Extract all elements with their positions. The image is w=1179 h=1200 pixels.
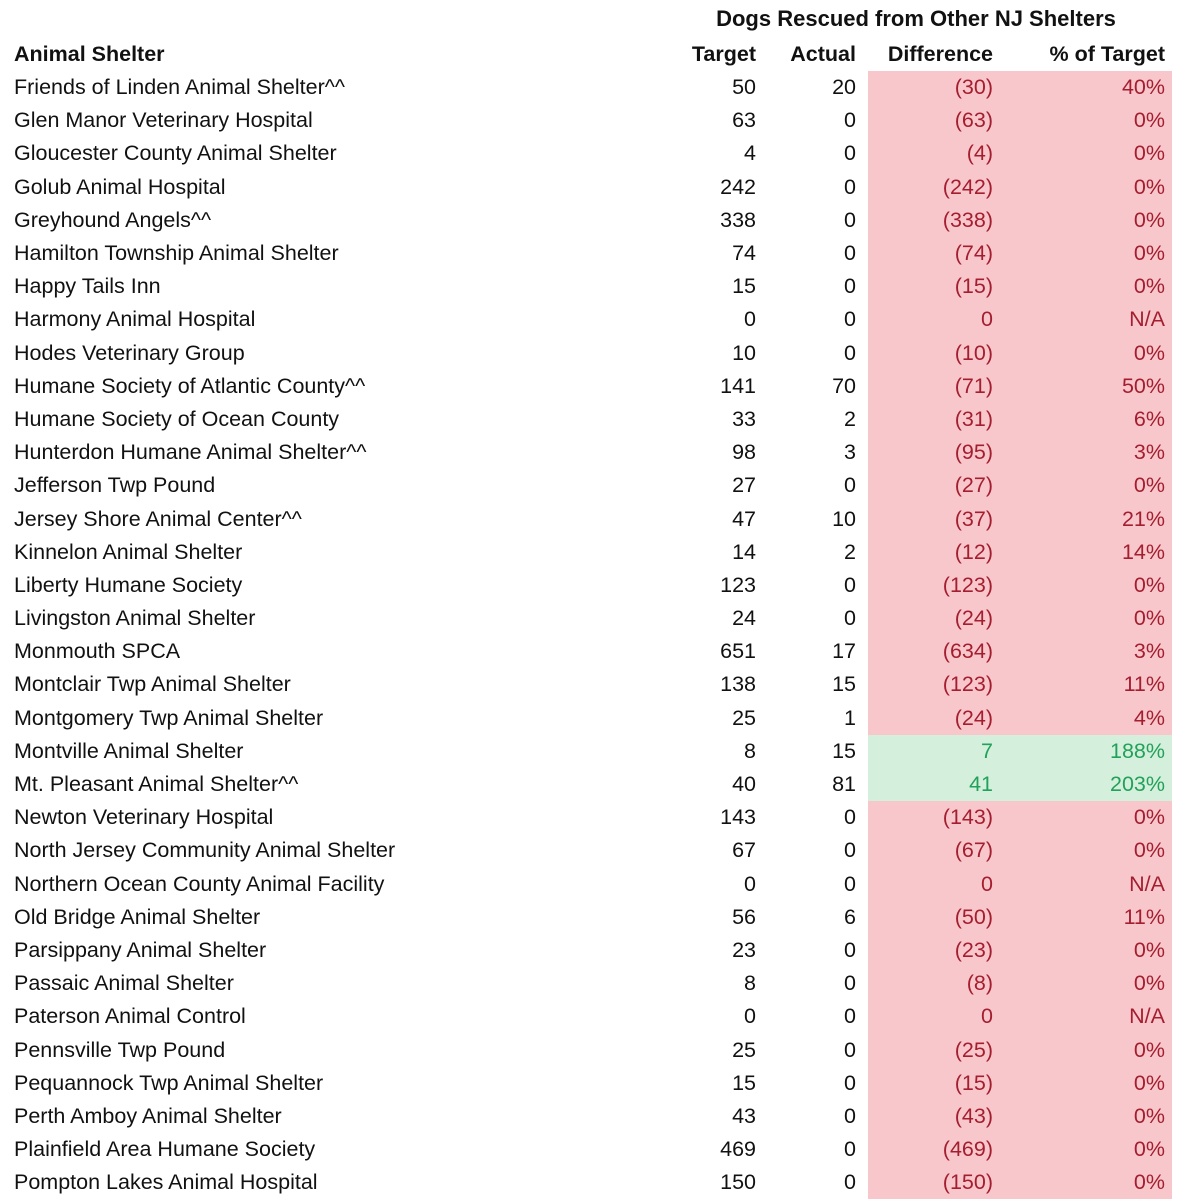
actual-cell: 0 xyxy=(844,174,856,199)
pct-of-target-cell: 0% xyxy=(1010,469,1172,502)
pct-of-target-cell: 0% xyxy=(1010,602,1172,635)
actual-cell: 15 xyxy=(832,738,856,763)
table-row xyxy=(0,502,1179,535)
actual-cell: 0 xyxy=(844,971,856,996)
table-row xyxy=(0,536,1179,569)
actual-cell: 17 xyxy=(832,639,856,664)
shelter-name-cell: Hamilton Township Animal Shelter xyxy=(14,241,339,266)
pct-of-target-cell: 40% xyxy=(1010,71,1172,104)
actual-cell: 0 xyxy=(844,1170,856,1195)
pct-of-target-cell: 0% xyxy=(1010,337,1172,370)
actual-cell: 3 xyxy=(844,440,856,465)
target-cell: 15 xyxy=(732,1070,756,1095)
difference-cell: 41 xyxy=(868,768,1010,801)
target-cell: 143 xyxy=(720,805,756,830)
target-cell: 141 xyxy=(720,373,756,398)
table-row xyxy=(0,303,1179,336)
shelter-name-cell: Montgomery Twp Animal Shelter xyxy=(14,705,324,730)
col-header-animal-shelter: Animal Shelter xyxy=(14,41,165,66)
table-row xyxy=(0,635,1179,668)
actual-cell: 0 xyxy=(844,838,856,863)
pct-of-target-cell: 0% xyxy=(1010,967,1172,1000)
target-cell: 25 xyxy=(732,705,756,730)
target-cell: 24 xyxy=(732,606,756,631)
target-cell: 67 xyxy=(732,838,756,863)
table-row xyxy=(0,270,1179,303)
actual-cell: 2 xyxy=(844,406,856,431)
target-cell: 242 xyxy=(720,174,756,199)
actual-cell: 70 xyxy=(832,373,856,398)
target-cell: 15 xyxy=(732,274,756,299)
target-cell: 0 xyxy=(744,307,756,332)
shelter-name-cell: Kinnelon Animal Shelter xyxy=(14,539,243,564)
col-header-actual: Actual xyxy=(790,41,856,66)
actual-cell: 20 xyxy=(832,75,856,100)
actual-cell: 0 xyxy=(844,1103,856,1128)
difference-cell: (30) xyxy=(868,71,1010,104)
pct-of-target-cell: 50% xyxy=(1010,370,1172,403)
target-cell: 469 xyxy=(720,1137,756,1162)
target-cell: 40 xyxy=(732,772,756,797)
shelter-name-cell: Paterson Animal Control xyxy=(14,1004,246,1029)
shelter-name-cell: Livingston Animal Shelter xyxy=(14,606,256,631)
pct-of-target-cell: N/A xyxy=(1010,1000,1172,1033)
pct-of-target-cell: 0% xyxy=(1010,137,1172,170)
actual-cell: 0 xyxy=(844,207,856,232)
difference-cell: (37) xyxy=(868,502,1010,535)
actual-cell: 0 xyxy=(844,937,856,962)
target-cell: 123 xyxy=(720,572,756,597)
table-row xyxy=(0,934,1179,967)
target-cell: 14 xyxy=(732,539,756,564)
table-row xyxy=(0,1166,1179,1199)
actual-cell: 0 xyxy=(844,805,856,830)
actual-cell: 0 xyxy=(844,340,856,365)
target-cell: 27 xyxy=(732,473,756,498)
actual-cell: 6 xyxy=(844,904,856,929)
actual-cell: 0 xyxy=(844,473,856,498)
target-cell: 74 xyxy=(732,241,756,266)
actual-cell: 0 xyxy=(844,274,856,299)
pct-of-target-cell: 0% xyxy=(1010,270,1172,303)
pct-of-target-cell: 6% xyxy=(1010,403,1172,436)
target-cell: 150 xyxy=(720,1170,756,1195)
shelter-name-cell: Old Bridge Animal Shelter xyxy=(14,904,261,929)
shelter-name-cell: Passaic Animal Shelter xyxy=(14,971,234,996)
pct-of-target-cell: 3% xyxy=(1010,635,1172,668)
pct-of-target-cell: 11% xyxy=(1010,668,1172,701)
col-header-target: Target xyxy=(691,41,756,66)
shelter-name-cell: Perth Amboy Animal Shelter xyxy=(14,1103,282,1128)
shelter-name-cell: Happy Tails Inn xyxy=(14,274,161,299)
pct-of-target-cell: 0% xyxy=(1010,801,1172,834)
pct-of-target-cell: 0% xyxy=(1010,934,1172,967)
target-cell: 0 xyxy=(744,871,756,896)
table-row xyxy=(0,204,1179,237)
actual-cell: 81 xyxy=(832,772,856,797)
shelter-name-cell: Newton Veterinary Hospital xyxy=(14,805,274,830)
shelter-name-cell: Parsippany Animal Shelter xyxy=(14,937,267,962)
target-cell: 4 xyxy=(744,141,756,166)
difference-cell: (143) xyxy=(868,801,1010,834)
actual-cell: 0 xyxy=(844,1137,856,1162)
column-header-row xyxy=(0,37,1179,71)
table-row xyxy=(0,1133,1179,1166)
pct-of-target-cell: N/A xyxy=(1010,868,1172,901)
target-cell: 43 xyxy=(732,1103,756,1128)
table-row xyxy=(0,71,1179,104)
table-row xyxy=(0,569,1179,602)
actual-cell: 1 xyxy=(844,705,856,730)
difference-cell: (15) xyxy=(868,270,1010,303)
pct-of-target-cell: 0% xyxy=(1010,1067,1172,1100)
pct-of-target-cell: 0% xyxy=(1010,104,1172,137)
difference-cell: (27) xyxy=(868,469,1010,502)
shelter-name-cell: Mt. Pleasant Animal Shelter^^ xyxy=(14,772,299,797)
shelter-name-cell: Pequannock Twp Animal Shelter xyxy=(14,1070,324,1095)
table-row xyxy=(0,1033,1179,1066)
pct-of-target-cell: 203% xyxy=(1010,768,1172,801)
shelter-name-cell: Jersey Shore Animal Center^^ xyxy=(14,506,302,531)
target-cell: 47 xyxy=(732,506,756,531)
shelter-name-cell: Monmouth SPCA xyxy=(14,639,181,664)
table-row xyxy=(0,1067,1179,1100)
shelter-name-cell: North Jersey Community Animal Shelter xyxy=(14,838,396,863)
actual-cell: 2 xyxy=(844,539,856,564)
col-header-pct-of-target: % of Target xyxy=(1049,41,1165,66)
table-row xyxy=(0,868,1179,901)
shelter-name-cell: Hunterdon Humane Animal Shelter^^ xyxy=(14,440,367,465)
shelter-name-cell: Humane Society of Ocean County xyxy=(14,406,340,431)
actual-cell: 10 xyxy=(832,506,856,531)
actual-cell: 0 xyxy=(844,1070,856,1095)
actual-cell: 0 xyxy=(844,572,856,597)
table-row xyxy=(0,237,1179,270)
pct-of-target-cell: 0% xyxy=(1010,1033,1172,1066)
pct-of-target-cell: 3% xyxy=(1010,436,1172,469)
target-cell: 63 xyxy=(732,108,756,133)
actual-cell: 0 xyxy=(844,1004,856,1029)
actual-cell: 0 xyxy=(844,108,856,133)
pct-of-target-cell: 0% xyxy=(1010,204,1172,237)
pct-of-target-cell: 0% xyxy=(1010,171,1172,204)
actual-cell: 0 xyxy=(844,141,856,166)
table-row xyxy=(0,337,1179,370)
pct-of-target-cell: 0% xyxy=(1010,1100,1172,1133)
shelter-name-cell: Gloucester County Animal Shelter xyxy=(14,141,337,166)
pct-of-target-cell: 21% xyxy=(1010,502,1172,535)
difference-cell: (4) xyxy=(868,137,1010,170)
difference-cell: (123) xyxy=(868,569,1010,602)
table-row xyxy=(0,967,1179,1000)
shelter-name-cell: Greyhound Angels^^ xyxy=(14,207,212,232)
shelter-name-cell: Harmony Animal Hospital xyxy=(14,307,256,332)
actual-cell: 0 xyxy=(844,1037,856,1062)
table-row xyxy=(0,668,1179,701)
shelter-name-cell: Montclair Twp Animal Shelter xyxy=(14,672,291,697)
target-cell: 0 xyxy=(744,1004,756,1029)
target-cell: 33 xyxy=(732,406,756,431)
pct-of-target-cell: 11% xyxy=(1010,901,1172,934)
table-row xyxy=(0,768,1179,801)
target-cell: 10 xyxy=(732,340,756,365)
difference-cell: (150) xyxy=(868,1166,1010,1199)
target-cell: 338 xyxy=(720,207,756,232)
difference-cell: (338) xyxy=(868,204,1010,237)
target-cell: 23 xyxy=(732,937,756,962)
actual-cell: 0 xyxy=(844,241,856,266)
table-row xyxy=(0,370,1179,403)
pct-of-target-cell: N/A xyxy=(1010,303,1172,336)
difference-cell: (95) xyxy=(868,436,1010,469)
difference-cell: 0 xyxy=(868,303,1010,336)
difference-cell: (10) xyxy=(868,337,1010,370)
difference-cell: (43) xyxy=(868,1100,1010,1133)
pct-of-target-cell: 0% xyxy=(1010,1166,1172,1199)
shelter-name-cell: Liberty Humane Society xyxy=(14,572,243,597)
table-row xyxy=(0,104,1179,137)
table-row xyxy=(0,1000,1179,1033)
difference-cell: 0 xyxy=(868,868,1010,901)
pct-of-target-cell: 0% xyxy=(1010,237,1172,270)
pct-of-target-cell: 0% xyxy=(1010,834,1172,867)
shelter-name-cell: Friends of Linden Animal Shelter^^ xyxy=(14,75,345,100)
shelter-name-cell: Hodes Veterinary Group xyxy=(14,340,245,365)
table-row xyxy=(0,702,1179,735)
target-cell: 8 xyxy=(744,971,756,996)
shelter-name-cell: Pompton Lakes Animal Hospital xyxy=(14,1170,318,1195)
pct-of-target-cell: 188% xyxy=(1010,735,1172,768)
difference-cell: (23) xyxy=(868,934,1010,967)
actual-cell: 15 xyxy=(832,672,856,697)
target-cell: 50 xyxy=(732,75,756,100)
shelter-name-cell: Golub Animal Hospital xyxy=(14,174,226,199)
pct-of-target-cell: 0% xyxy=(1010,1133,1172,1166)
difference-cell: (8) xyxy=(868,967,1010,1000)
table-title-row xyxy=(0,0,1179,37)
difference-cell: (15) xyxy=(868,1067,1010,1100)
table-row xyxy=(0,436,1179,469)
pct-of-target-cell: 14% xyxy=(1010,536,1172,569)
difference-cell: (242) xyxy=(868,171,1010,204)
difference-cell: (634) xyxy=(868,635,1010,668)
table-row xyxy=(0,834,1179,867)
target-cell: 8 xyxy=(744,738,756,763)
table-row xyxy=(0,171,1179,204)
difference-cell: (50) xyxy=(868,901,1010,934)
table-row xyxy=(0,403,1179,436)
col-header-difference: Difference xyxy=(887,41,993,66)
difference-cell: 0 xyxy=(868,1000,1010,1033)
target-cell: 651 xyxy=(720,639,756,664)
target-cell: 98 xyxy=(732,440,756,465)
difference-cell: (24) xyxy=(868,702,1010,735)
pct-of-target-cell: 4% xyxy=(1010,702,1172,735)
difference-cell: (25) xyxy=(868,1033,1010,1066)
table-row xyxy=(0,602,1179,635)
difference-cell: (12) xyxy=(868,536,1010,569)
difference-cell: (74) xyxy=(868,237,1010,270)
actual-cell: 0 xyxy=(844,606,856,631)
shelter-name-cell: Glen Manor Veterinary Hospital xyxy=(14,108,313,133)
shelter-name-cell: Northern Ocean County Animal Facility xyxy=(14,871,385,896)
table-row xyxy=(0,1100,1179,1133)
table-row xyxy=(0,801,1179,834)
shelter-name-cell: Jefferson Twp Pound xyxy=(14,473,216,498)
table-body xyxy=(0,71,1179,1199)
difference-cell: (71) xyxy=(868,370,1010,403)
target-cell: 138 xyxy=(720,672,756,697)
difference-cell: (24) xyxy=(868,602,1010,635)
actual-cell: 0 xyxy=(844,871,856,896)
target-cell: 56 xyxy=(732,904,756,929)
shelter-name-cell: Montville Animal Shelter xyxy=(14,738,244,763)
difference-cell: 7 xyxy=(868,735,1010,768)
difference-cell: (123) xyxy=(868,668,1010,701)
table-row xyxy=(0,735,1179,768)
table-row xyxy=(0,469,1179,502)
difference-cell: (63) xyxy=(868,104,1010,137)
shelter-name-cell: Pennsville Twp Pound xyxy=(14,1037,226,1062)
table-row xyxy=(0,137,1179,170)
target-cell: 25 xyxy=(732,1037,756,1062)
difference-cell: (67) xyxy=(868,834,1010,867)
difference-cell: (469) xyxy=(868,1133,1010,1166)
table-title: Dogs Rescued from Other NJ Shelters xyxy=(716,5,1116,31)
pct-of-target-cell: 0% xyxy=(1010,569,1172,602)
difference-cell: (31) xyxy=(868,403,1010,436)
shelter-name-cell: Humane Society of Atlantic County^^ xyxy=(14,373,366,398)
table-row xyxy=(0,901,1179,934)
actual-cell: 0 xyxy=(844,307,856,332)
shelter-name-cell: Plainfield Area Humane Society xyxy=(14,1137,316,1162)
